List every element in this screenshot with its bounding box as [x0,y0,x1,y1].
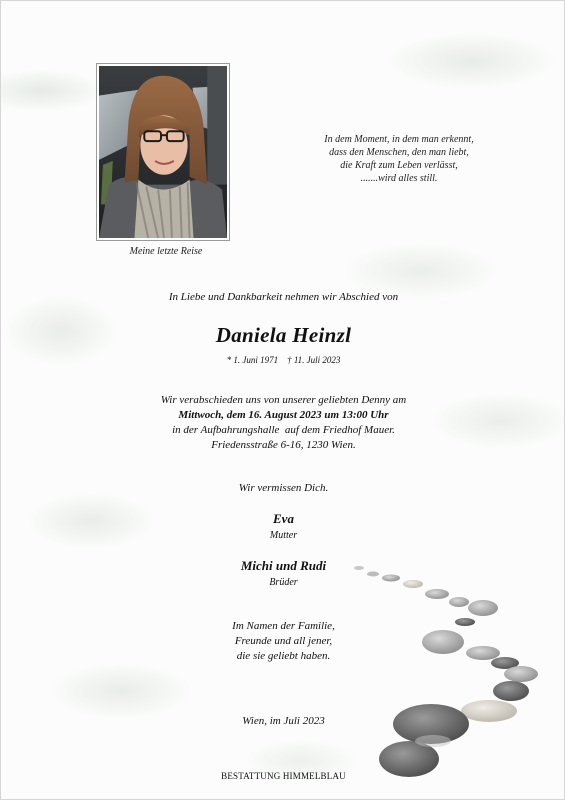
quote-line: .......wird alles still. [360,173,438,184]
stone-path-decoration [341,556,565,800]
portrait-photo-frame [96,63,230,241]
ceremony-line: Wir verabschieden uns von unserer geliebten Denny am [160,394,407,406]
farewell-intro: In Liebe und Dankbarkeit nehmen wir Abschied von [168,291,399,303]
mourner-name: Michi und Rudi [240,558,327,573]
family-line: Im Namen der Familie, [232,620,335,632]
quote-line: die Kraft zum Leben verlässt, [340,160,458,171]
mourner-name: Eva [273,511,294,526]
place-and-date: Wien, im Juli 2023 [242,715,325,727]
ceremony-details [1,393,565,453]
quote-line: dass den Menschen, den man liebt, [329,147,469,158]
funeral-home-name: BESTATTUNG HIMMELBLAU [221,771,346,781]
ceremony-address: Friedensstraße 6-16, 1230 Wien. [211,439,356,451]
we-miss-you: Wir vermissen Dich. [238,482,329,494]
portrait-photo [99,66,227,238]
mourner-relation: Brüder [269,577,298,588]
ceremony-line: in der Aufbahrungshalle auf dem Friedhof Mauer. [172,424,395,436]
deceased-name: Daniela Heinzl [215,323,352,347]
photo-caption: Meine letzte Reise [129,246,203,257]
ceremony-datetime: Mittwoch, dem 16. August 2023 um 13:00 Uhr [178,409,389,421]
family-line: die sie geliebt haben. [236,650,331,662]
memorial-quote [299,133,499,185]
life-dates: * 1. Juni 1971 † 11. Juli 2023 [226,355,341,365]
quote-line: In dem Moment, in dem man erkennt, [324,134,474,145]
mourner-relation: Mutter [269,530,298,541]
family-line: Freunde und all jener, [234,635,333,647]
